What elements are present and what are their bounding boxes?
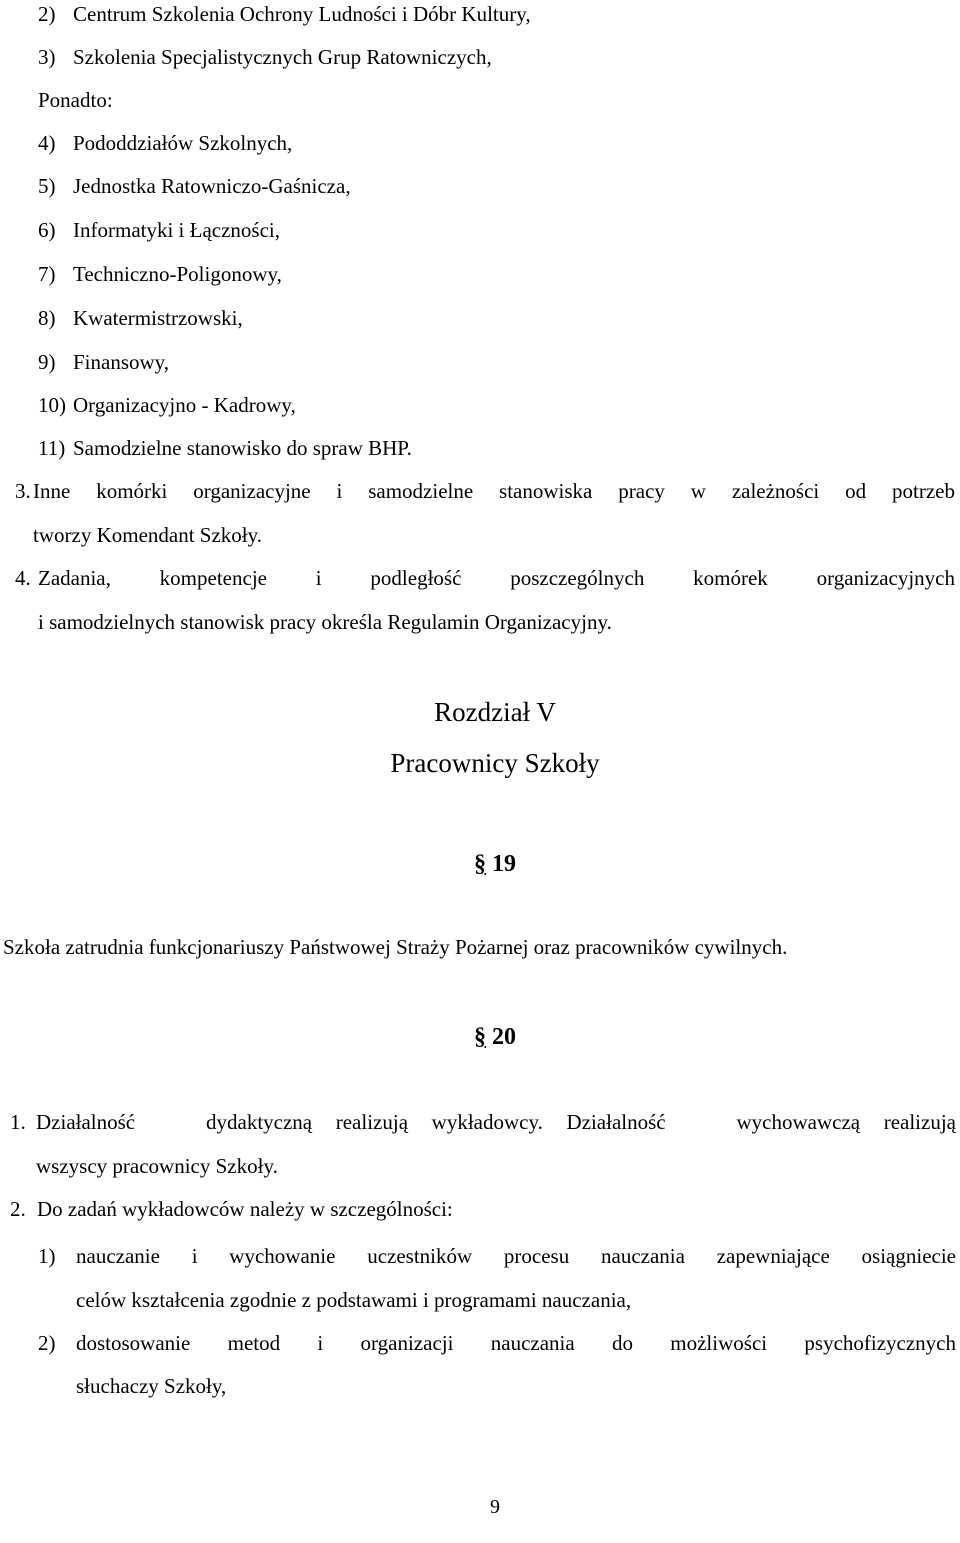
paragraph-line: Inne komórki organizacyjne i samodzielne stanowiska pracy w zależności od potrzeb — [33, 479, 955, 503]
list-item-number: 5) — [38, 174, 56, 198]
chapter-subtitle: Pracownicy Szkoły — [390, 748, 600, 778]
list-item-text: Kwatermistrzowski, — [73, 306, 243, 330]
list-item-text: Finansowy, — [73, 350, 170, 374]
list-item-text: Informatyki i Łączności, — [73, 218, 281, 242]
list-item-number: 11) — [38, 436, 66, 460]
list-item — [38, 262, 282, 286]
paragraph-line: Do zadań wykładowców należy w szczególności: — [37, 1197, 453, 1221]
section-symbol: § — [474, 851, 486, 877]
paragraph-line: wszyscy pracownicy Szkoły. — [36, 1154, 278, 1178]
chapter-title: Rozdział V — [434, 697, 556, 727]
list-item-number: 6) — [38, 218, 56, 242]
list-item — [38, 393, 296, 417]
list-item — [38, 218, 281, 242]
paragraph-line: tworzy Komendant Szkoły. — [33, 523, 263, 547]
paragraph-number: 4. — [15, 566, 31, 590]
list-item-number: 2) — [38, 1331, 56, 1355]
list-item-number: 2) — [38, 2, 56, 26]
list-item-line: dostosowanie metod i organizacji nauczania do możliwości psychofizycznych — [76, 1331, 956, 1355]
list-item-number: 1) — [38, 1244, 56, 1268]
list-item — [38, 2, 531, 26]
paragraph-line: Zadania, kompetencje i podległość poszczególnych komórek organizacyjnych — [38, 566, 955, 590]
list-item-text: Jednostka Ratowniczo-Gaśnicza, — [73, 174, 351, 198]
list-item — [38, 45, 492, 69]
section-heading — [15, 852, 960, 876]
list-item-number: 10) — [38, 393, 66, 417]
paragraph-line: Działalność dydaktyczną realizują wykładowcy. Działalność wychowawczą realizują — [36, 1110, 956, 1134]
list-item — [38, 131, 293, 155]
list-item-text: Szkolenia Specjalistycznych Grup Ratowniczych, — [73, 45, 492, 69]
section-number: 19 — [492, 851, 516, 877]
list-item — [38, 436, 412, 460]
ponadto-label: Ponadto: — [38, 88, 113, 112]
list-item-number: 9) — [38, 350, 56, 374]
list-item-number: 8) — [38, 306, 56, 330]
list-item-text: Centrum Szkolenia Ochrony Ludności i Dóbr Kultury, — [73, 2, 531, 26]
paragraph-number: 1. — [10, 1110, 26, 1134]
list-item-number: 7) — [38, 262, 56, 286]
list-item — [38, 174, 351, 198]
section-text: Szkoła zatrudnia funkcjonariuszy Państwowej Straży Pożarnej oraz pracowników cywilnych. — [3, 935, 788, 959]
list-item — [38, 350, 170, 374]
list-item-line: celów kształcenia zgodnie z podstawami i programami nauczania, — [76, 1288, 632, 1312]
section-heading — [15, 1025, 960, 1049]
paragraph-line: i samodzielnych stanowisk pracy określa Regulamin Organizacyjny. — [38, 610, 612, 634]
list-item-line: słuchaczy Szkoły, — [76, 1374, 227, 1398]
paragraph-number: 3. — [15, 479, 31, 503]
section-number: 20 — [492, 1024, 516, 1050]
list-item-text: Samodzielne stanowisko do spraw BHP. — [73, 436, 412, 460]
list-item — [38, 306, 243, 330]
page-number: 9 — [490, 1496, 500, 1518]
list-item-text: Techniczno-Poligonowy, — [73, 262, 282, 286]
list-item-text: Organizacyjno - Kadrowy, — [73, 393, 296, 417]
list-item-line: nauczanie i wychowanie uczestników procesu nauczania zapewniające osiągniecie — [76, 1244, 956, 1268]
list-item-number: 3) — [38, 45, 56, 69]
list-item-number: 4) — [38, 131, 56, 155]
section-symbol: § — [474, 1024, 486, 1050]
paragraph-number: 2. — [10, 1197, 26, 1221]
list-item-text: Pododdziałów Szkolnych, — [73, 131, 293, 155]
